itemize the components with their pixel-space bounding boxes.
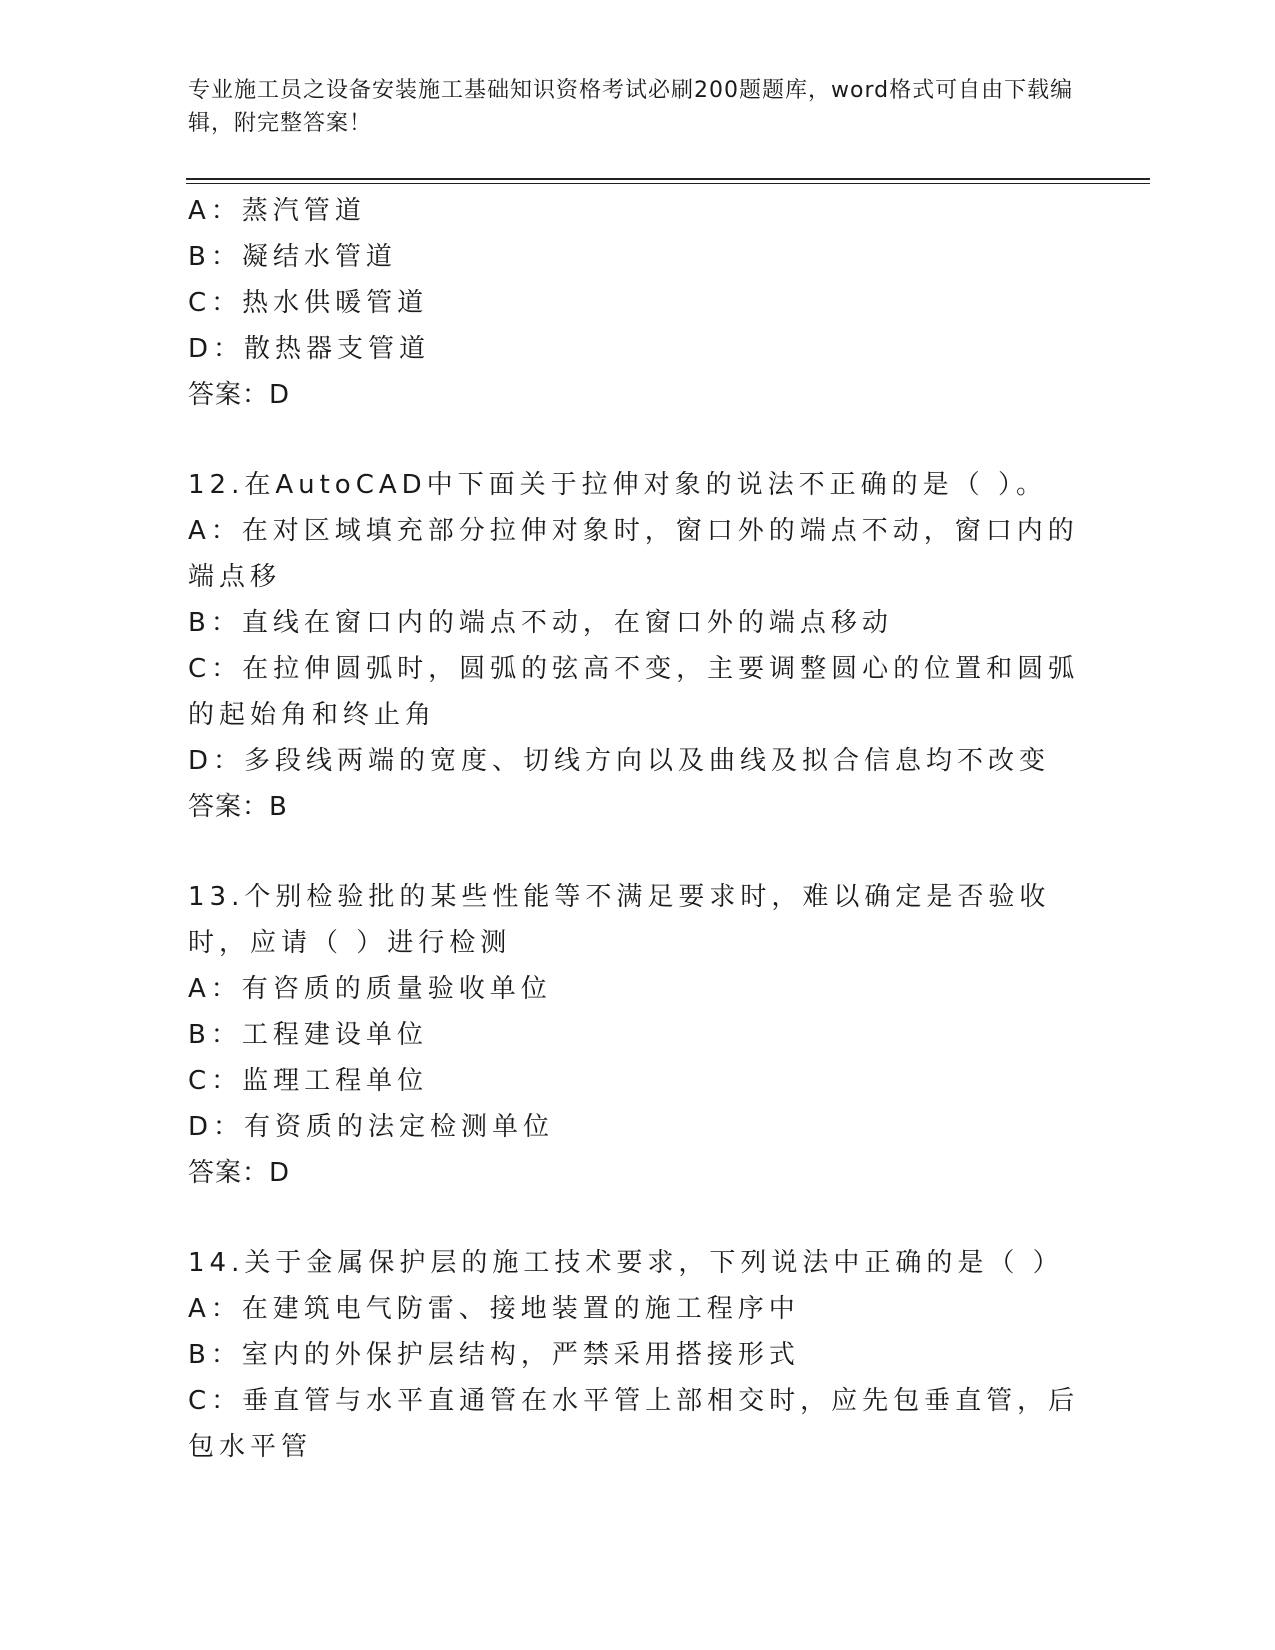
option-b: B：直线在窗口内的端点不动，在窗口外的端点移动 [188,608,893,638]
option-c: C：监理工程单位 [188,1066,429,1096]
option-a: A：在对区域填充部分拉伸对象时，窗口外的端点不动，窗口内的端点移 [188,516,1079,592]
question-text: 12.在AutoCAD中下面关于拉伸对象的说法不正确的是（ ）。 [188,470,1047,500]
option-a: A：有咨质的质量验收单位 [188,974,552,1004]
option-b: B：凝结水管道 [188,242,397,272]
page-header: 专业施工员之设备安装施工基础知识资格考试必刷200题题库，word格式可自由下载编辑，附完整答案！ [188,78,1074,136]
answer-line: 答案：D [188,380,291,410]
option-a: A：在建筑电气防雷、接地装置的施工程序中 [188,1294,800,1324]
answer-line: 答案：D [188,1158,291,1188]
question-text: 13.个别检验批的某些性能等不满足要求时，难以确定是否验收时，应请（ ）进行检测 [188,882,1051,958]
option-b: B：工程建设单位 [188,1020,428,1050]
question-content [188,188,1088,1470]
option-d: D：多段线两端的宽度、切线方向以及曲线及拟合信息均不改变 [188,746,1051,776]
option-c: C：热水供暖管道 [188,288,429,318]
option-c: C：在拉伸圆弧时，圆弧的弦高不变，主要调整圆心的位置和圆弧的起始角和终止角 [188,654,1080,730]
option-d: D：有资质的法定检测单位 [188,1112,555,1142]
header-divider-thin [186,183,1150,184]
question-spacer [188,418,1088,462]
option-d: D：散热器支管道 [188,334,431,364]
question-text: 14.关于金属保护层的施工技术要求，下列说法中正确的是（ ） [188,1248,1064,1278]
answer-line: 答案：B [188,792,288,822]
question-spacer [188,1196,1088,1240]
option-c: C：垂直管与水平直通管在水平管上部相交时，应先包垂直管，后包水平管 [188,1386,1080,1462]
option-a: A：蒸汽管道 [188,196,366,226]
question-spacer [188,830,1088,874]
header-divider [186,178,1150,180]
option-b: B：室内的外保护层结构，严禁采用搭接形式 [188,1340,800,1370]
